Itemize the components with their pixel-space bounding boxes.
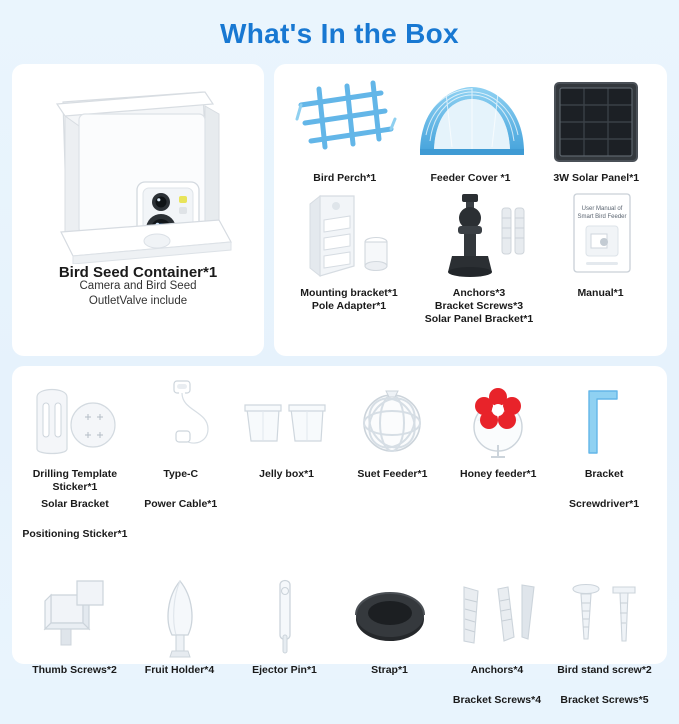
item-honey-feeder bbox=[445, 376, 551, 558]
bird-stand-screw-label-1: Bird stand screw*2 bbox=[557, 664, 652, 676]
feeder-cover-icon bbox=[406, 74, 536, 172]
bird-stand-screw-bracket-screws-icon bbox=[555, 572, 655, 664]
bracket-screws-label: Bracket Screws*3 bbox=[434, 300, 524, 312]
type-c-label-1: Type-C bbox=[163, 468, 199, 480]
anchors-row2-label-2: Bracket Screws*4 bbox=[452, 694, 542, 706]
item-anchors-bracket-screws-solar-bracket bbox=[414, 189, 544, 326]
accessories-grid-bottom-row1 bbox=[22, 376, 657, 558]
accessories-card-top bbox=[274, 64, 667, 356]
svg-text:User Manual of: User Manual of bbox=[581, 206, 622, 212]
item-manual bbox=[544, 189, 657, 326]
mounting-bracket-label: Mounting bracket*1 bbox=[300, 287, 398, 299]
drilling-template-label-1: Drilling Template Sticker*1 bbox=[32, 468, 118, 493]
item-strap bbox=[337, 572, 442, 724]
manual-label: Manual*1 bbox=[577, 287, 624, 299]
svg-text:Smart Bird Feeder: Smart Bird Feeder bbox=[576, 214, 627, 220]
item-mounting-bracket bbox=[284, 189, 414, 326]
bird-seed-container-card bbox=[12, 64, 264, 356]
drilling-template-label-3: Positioning Sticker*1 bbox=[22, 528, 128, 540]
jelly-box-icon bbox=[237, 376, 337, 468]
honey-feeder-label: Honey feeder*1 bbox=[460, 468, 537, 480]
jelly-box-label: Jelly box*1 bbox=[259, 468, 315, 480]
suet-feeder-label: Suet Feeder*1 bbox=[357, 468, 428, 480]
solar-panel-icon bbox=[541, 74, 651, 172]
strap-label: Strap*1 bbox=[371, 664, 408, 676]
accessories-grid-top-row1 bbox=[284, 74, 657, 185]
suet-feeder-icon bbox=[347, 376, 437, 468]
drilling-template-sticker-icon bbox=[23, 376, 127, 468]
item-type-c-power-cable bbox=[128, 376, 234, 558]
item-bird-perch bbox=[284, 74, 406, 185]
item-fruit-holder bbox=[127, 572, 232, 724]
fruit-holder-label: Fruit Holder*4 bbox=[144, 664, 215, 676]
bracket-screwdriver-label-2: Screwdriver*1 bbox=[569, 498, 640, 510]
type-c-power-cable-icon bbox=[136, 376, 226, 468]
anchors-row2-label-1: Anchors*4 bbox=[470, 664, 524, 676]
item-thumb-screws bbox=[22, 572, 127, 724]
ejector-pin-label: Ejector Pin*1 bbox=[252, 664, 317, 676]
item-jelly-box bbox=[234, 376, 340, 558]
item-solar-panel bbox=[536, 74, 658, 185]
bird-seed-container-sub-1: Camera and Bird Seed bbox=[79, 280, 197, 292]
manual-icon bbox=[546, 189, 656, 287]
thumb-screws-icon bbox=[25, 572, 125, 664]
anchors-label: Anchors*3 bbox=[452, 287, 506, 299]
bird-seed-container-icon bbox=[22, 74, 254, 264]
anchors-bracket-screws-icon bbox=[442, 572, 552, 664]
solar-panel-bracket-label: Solar Panel Bracket*1 bbox=[424, 313, 534, 325]
bird-seed-container-label: Bird Seed Container*1 bbox=[58, 264, 218, 281]
accessories-grid-top-row2 bbox=[284, 189, 657, 326]
bird-perch-label: Bird Perch*1 bbox=[313, 172, 377, 184]
bird-stand-screw-label-2: Bracket Screws*5 bbox=[560, 694, 649, 706]
item-bracket-screwdriver bbox=[551, 376, 657, 558]
bird-perch-icon bbox=[285, 74, 405, 172]
mounting-bracket-pole-adapter-icon bbox=[284, 189, 414, 287]
accessories-card-bottom bbox=[12, 366, 667, 706]
item-ejector-pin bbox=[232, 572, 337, 724]
drilling-template-label-2: Solar Bracket bbox=[41, 498, 109, 510]
item-suet-feeder bbox=[340, 376, 446, 558]
page-title: What's In the Box bbox=[220, 18, 459, 49]
bracket-screwdriver-icon bbox=[569, 376, 639, 468]
anchors-bracket-screws-solar-panel-bracket-icon bbox=[414, 189, 544, 287]
strap-icon bbox=[340, 572, 440, 664]
accessories-grid-bottom-row2 bbox=[22, 572, 657, 724]
item-bird-stand-screw bbox=[552, 572, 657, 724]
item-anchors-bracket-screws bbox=[442, 572, 552, 724]
item-feeder-cover bbox=[406, 74, 536, 185]
solar-panel-label: 3W Solar Panel*1 bbox=[553, 172, 640, 184]
feeder-cover-label: Feeder Cover *1 bbox=[430, 172, 511, 184]
top-section bbox=[12, 64, 667, 356]
type-c-label-2: Power Cable*1 bbox=[144, 498, 218, 510]
honey-feeder-icon bbox=[453, 376, 543, 468]
fruit-holder-icon bbox=[145, 572, 215, 664]
item-drilling-template-sticker bbox=[22, 376, 128, 558]
bird-seed-container-sub-2: OutletValve include bbox=[88, 295, 188, 307]
thumb-screws-label: Thumb Screws*2 bbox=[32, 664, 117, 676]
pole-adapter-label: Pole Adapter*1 bbox=[311, 300, 387, 312]
ejector-pin-icon bbox=[260, 572, 310, 664]
bracket-screwdriver-label-1: Bracket bbox=[584, 468, 624, 480]
